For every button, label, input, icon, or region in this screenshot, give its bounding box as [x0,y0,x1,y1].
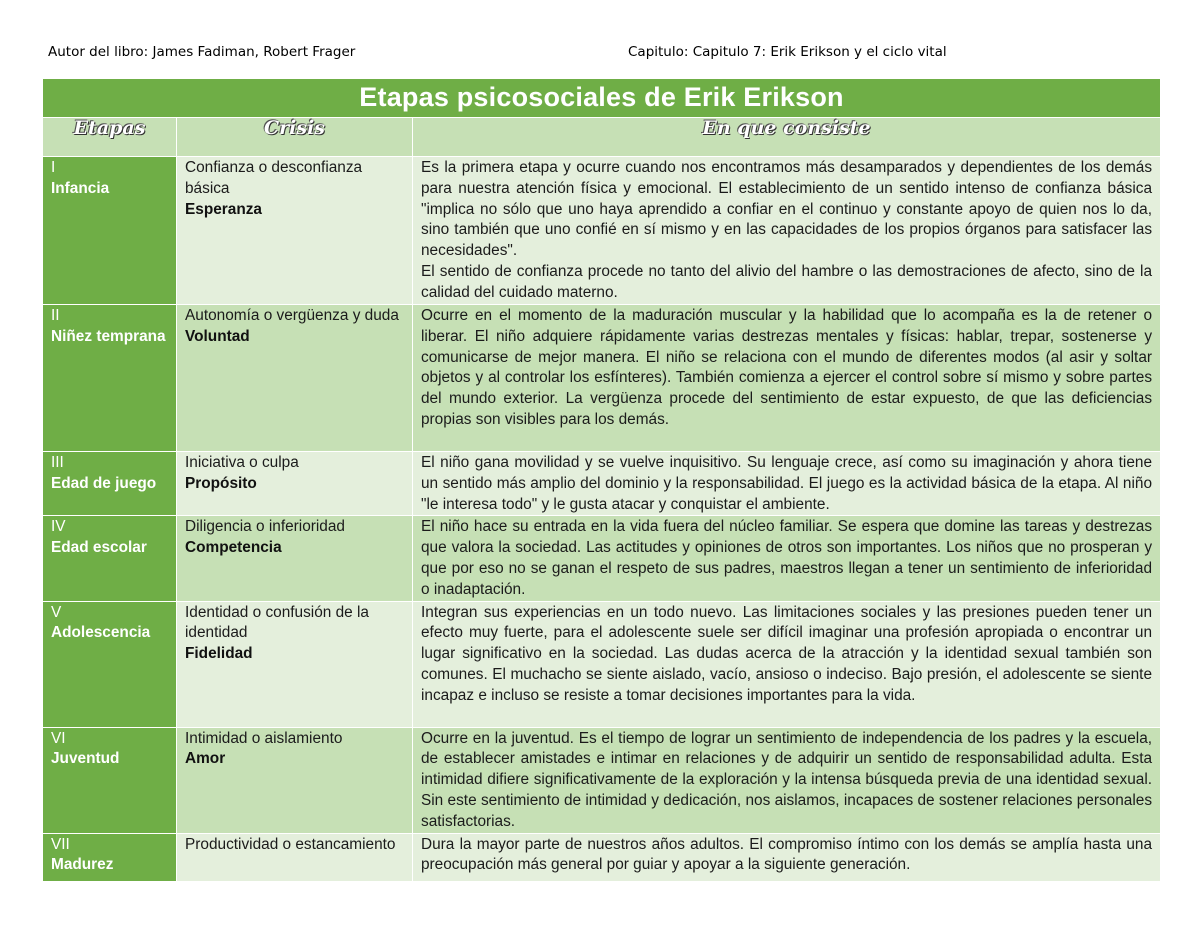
table-title: Etapas psicosociales de Erik Erikson [359,82,844,112]
table-row [43,601,1161,727]
stage-cell [43,305,177,452]
description-paragraph: Ocurre en la juventud. Es el tiempo de lograr un sentimiento de independencia de los padres y la escuela, de establecer amistades e intimar en relaciones y de adquirir un sentido de responsabilidad adulta. Esta intimidad difiere significativamente de la exploración y la intensa búsqueda previa de una identidad sexual. Sin este sentimiento de intimidad y dedicación, nos aislamos, incapaces de sostener relaciones personales satisfactorias. [421,729,1153,830]
description-cell [413,833,1161,881]
table-row [43,452,1161,516]
crisis-text: Identidad o confusión de la identidad [185,603,369,642]
description-cell [413,601,1161,727]
stage-cell [43,601,177,727]
stage-name: Juventud [51,750,120,768]
table-row [43,727,1161,833]
stage-numeral: VI [51,729,66,747]
table-row [43,833,1161,881]
crisis-text: Productividad o estancamiento [185,835,396,853]
table-row [43,516,1161,601]
description-cell [413,516,1161,601]
table-row [43,157,1161,305]
crisis-text: Confianza o desconfianza básica [185,159,363,197]
erikson-stages-table [42,78,1161,882]
stage-name: Edad de juego [51,474,157,492]
virtue-text: Competencia [185,539,282,557]
description-paragraph: Es la primera etapa y ocurre cuando nos encontramos más desamparados y dependientes de los demás para nuestra atención física y emocional. El establecimiento de un sentido intenso de confianza básica "implica no sólo que uno haya aprendido a confiar en el continuo y constante apoyo de quien nos lo da, sino también que uno confié en sí mismo y en las capacidades de los propios órganos para satisfacer las necesidades". [421,159,1153,260]
virtue-text: Voluntad [185,327,250,345]
stage-name: Infancia [51,179,110,197]
description-paragraph: Integran sus experiencias en un todo nuevo. Las limitaciones sociales y las presiones pueden tener un efecto muy fuerte, para el adolescente suele ser difícil imaginar una profesión apropiada o encontrar un lugar significativo en la sociedad. Las dudas acerca de la atracción y la identidad sexual también son comunes. El muchacho se siente aislado, vacío, ansioso o indeciso. Bajo presión, el adolescente se siente incapaz e incluso se resiste a tomar decisiones importantes para la vida. [421,603,1153,704]
crisis-cell [177,833,413,881]
description-paragraph: El niño hace su entrada en la vida fuera del núcleo familiar. Se espera que domine las tareas y destrezas que valora la sociedad. Las actitudes y opiniones de otros son importantes. Los niños que no prosperan y que por eso no se ganan el respeto de sus padres, maestros llegan a tener un sentimiento de inferioridad o inadaptación. [421,518,1153,598]
description-cell [413,305,1161,452]
column-header-row [43,118,1161,157]
virtue-text: Amor [185,750,226,768]
virtue-text: Fidelidad [185,645,253,663]
crisis-cell [177,305,413,452]
crisis-text: Iniciativa o culpa [185,454,299,471]
crisis-text: Diligencia o inferioridad [185,518,345,536]
author-line: Autor del libro: James Fadiman, Robert Frager [48,44,356,60]
stage-cell [43,833,177,881]
stage-numeral: VII [51,835,70,853]
stage-numeral: I [51,159,56,176]
table-title-cell [43,79,1161,118]
column-header-crisis: Crisis [177,118,413,157]
crisis-cell [177,727,413,833]
virtue-text: Propósito [185,474,257,492]
crisis-cell [177,452,413,516]
crisis-cell [177,516,413,601]
stage-name: Niñez temprana [51,327,166,345]
crisis-text: Intimidad o aislamiento [185,729,343,747]
stage-name: Madurez [51,856,114,874]
stage-cell [43,452,177,516]
column-header-description: En que consiste [413,118,1161,157]
description-cell [413,452,1161,516]
chapter-line: Capitulo: Capitulo 7: Erik Erikson y el ciclo vital [628,44,947,60]
stage-numeral: II [51,307,60,324]
crisis-cell [177,157,413,305]
description-paragraph: Dura la mayor parte de nuestros años adultos. El compromiso íntimo con los demás se amplía hasta una preocupación más general por guiar y apoyar a la siguiente generación. [421,835,1153,874]
description-paragraph: El niño gana movilidad y se vuelve inquisitivo. Su lenguaje crece, así como su imaginación y ahora tiene un sentido más amplio del dominio y la responsabilidad. El juego es la actividad básica de la etapa. Al niño "le interesa todo" y le gusta atacar y conquistar el ambiente. [421,454,1153,513]
stage-cell [43,516,177,601]
virtue-text: Esperanza [185,200,262,218]
column-header-stage: Etapas [43,118,177,157]
stage-numeral: IV [51,518,66,536]
table-row [43,305,1161,452]
stage-numeral: V [51,603,62,621]
crisis-text: Autonomía o vergüenza y duda [185,307,399,324]
description-cell [413,157,1161,305]
stage-name: Edad escolar [51,539,147,557]
description-cell [413,727,1161,833]
crisis-cell [177,601,413,727]
stage-cell [43,727,177,833]
description-paragraph: Ocurre en el momento de la maduración muscular y la habilidad que lo acompaña es la de retener o liberar. El niño adquiere rápidamente varias destrezas mentales y físicas: hablar, trepar, sostenerse y comunicarse de mejor manera. El niño se relaciona con el mundo de diferentes modos (al asir y soltar objetos y al controlar los esfínteres). También comienza a ejercer el control sobre sí mismo y sobre partes del mundo exterior. La vergüenza procede del sentimiento de estar expuesto, de que las deficiencias propias son visibles para los demás. [421,307,1153,428]
stage-cell [43,157,177,305]
description-paragraph: El sentido de confianza procede no tanto del alivio del hambre o las demostraciones de afecto, sino de la calidad del cuidado materno. [421,262,1153,301]
stage-name: Adolescencia [51,624,151,642]
stage-numeral: III [51,454,64,471]
